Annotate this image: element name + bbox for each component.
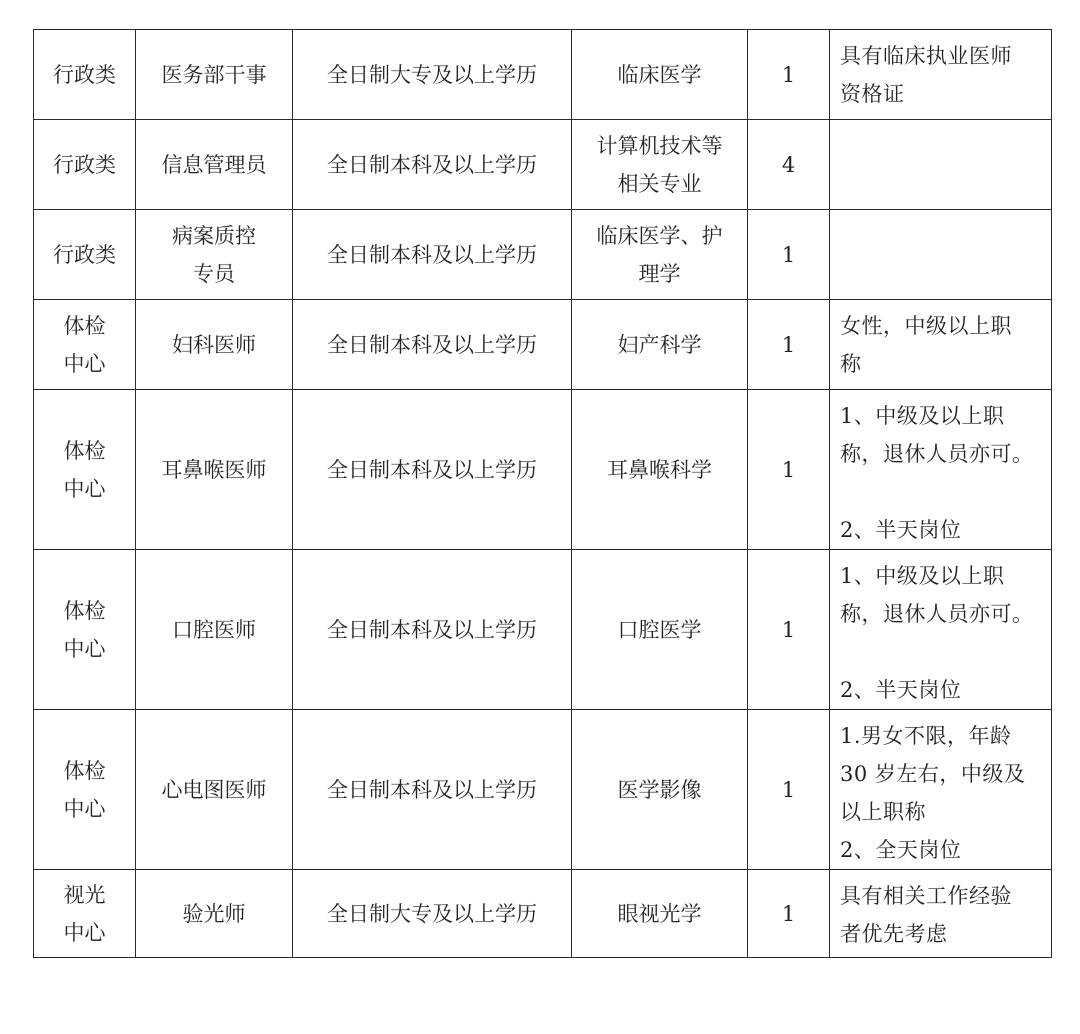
- department-cell: 行政类: [34, 120, 136, 210]
- table-row: [34, 210, 1052, 300]
- education-cell: 全日制本科及以上学历: [293, 710, 572, 870]
- count-cell: 1: [748, 300, 830, 390]
- major-cell: 计算机技术等 相关专业: [572, 120, 748, 210]
- department-cell: 体检 中心: [34, 300, 136, 390]
- table-row: [34, 300, 1052, 390]
- major-cell: 耳鼻喉科学: [572, 390, 748, 550]
- department-cell: 体检 中心: [34, 710, 136, 870]
- table-row: [34, 710, 1052, 870]
- table-row: [34, 870, 1052, 958]
- department-cell: 行政类: [34, 30, 136, 120]
- position-cell: 验光师: [136, 870, 293, 958]
- department-cell: 视光 中心: [34, 870, 136, 958]
- requirements-cell: 1.男女不限，年龄 30 岁左右，中级及 以上职称 2、全天岗位: [830, 710, 1052, 870]
- department-cell: 体检 中心: [34, 550, 136, 710]
- position-cell: 口腔医师: [136, 550, 293, 710]
- count-cell: 1: [748, 210, 830, 300]
- major-cell: 医学影像: [572, 710, 748, 870]
- education-cell: 全日制本科及以上学历: [293, 210, 572, 300]
- position-cell: 心电图医师: [136, 710, 293, 870]
- count-cell: 4: [748, 120, 830, 210]
- requirements-cell: [830, 210, 1052, 300]
- position-cell: 妇科医师: [136, 300, 293, 390]
- position-cell: 病案质控 专员: [136, 210, 293, 300]
- major-cell: 临床医学、护 理学: [572, 210, 748, 300]
- table-row: [34, 120, 1052, 210]
- requirements-cell: 具有临床执业医师 资格证: [830, 30, 1052, 120]
- education-cell: 全日制本科及以上学历: [293, 300, 572, 390]
- education-cell: 全日制本科及以上学历: [293, 550, 572, 710]
- major-cell: 妇产科学: [572, 300, 748, 390]
- count-cell: 1: [748, 870, 830, 958]
- count-cell: 1: [748, 710, 830, 870]
- requirements-cell: 1、中级及以上职 称，退休人员亦可。 2、半天岗位: [830, 390, 1052, 550]
- table-row: [34, 30, 1052, 120]
- department-cell: 行政类: [34, 210, 136, 300]
- major-cell: 临床医学: [572, 30, 748, 120]
- requirements-cell: 女性，中级以上职 称: [830, 300, 1052, 390]
- department-cell: 体检 中心: [34, 390, 136, 550]
- education-cell: 全日制本科及以上学历: [293, 390, 572, 550]
- count-cell: 1: [748, 550, 830, 710]
- count-cell: 1: [748, 390, 830, 550]
- education-cell: 全日制大专及以上学历: [293, 870, 572, 958]
- requirements-cell: 1、中级及以上职 称，退休人员亦可。 2、半天岗位: [830, 550, 1052, 710]
- position-cell: 医务部干事: [136, 30, 293, 120]
- position-cell: 耳鼻喉医师: [136, 390, 293, 550]
- requirements-cell: [830, 120, 1052, 210]
- table-row: [34, 390, 1052, 550]
- education-cell: 全日制大专及以上学历: [293, 30, 572, 120]
- education-cell: 全日制本科及以上学历: [293, 120, 572, 210]
- count-cell: 1: [748, 30, 830, 120]
- recruitment-table: [33, 29, 1052, 958]
- position-cell: 信息管理员: [136, 120, 293, 210]
- table-row: [34, 550, 1052, 710]
- requirements-cell: 具有相关工作经验 者优先考虑: [830, 870, 1052, 958]
- major-cell: 口腔医学: [572, 550, 748, 710]
- major-cell: 眼视光学: [572, 870, 748, 958]
